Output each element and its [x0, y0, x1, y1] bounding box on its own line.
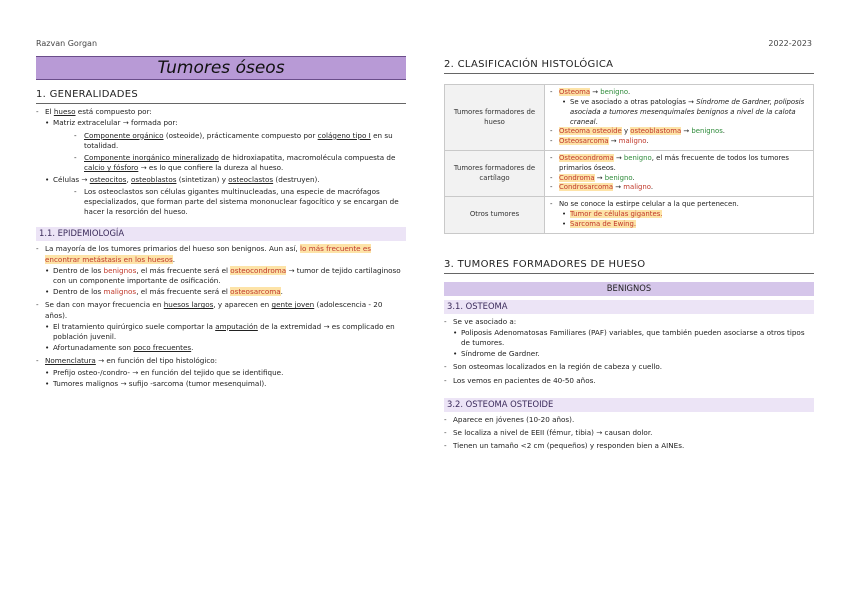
- epidemiologia-list: [36, 244, 406, 389]
- list-item: • Poliposis Adenomatosas Familiares (PAF) variables, que también pueden asociarse a otros tipos de tumores.: [444, 328, 814, 348]
- list-item: • Se ve asociado a otras patologías → Síndrome de Gardner, poliposis asociada a tumores mesenquimales benignos a nivel de la calota craneal.: [550, 98, 808, 127]
- row-label-cartilago: Tumores formadores de cartílago: [445, 150, 545, 196]
- row-label-otros: Otros tumores: [445, 197, 545, 233]
- section-osteoma-heading: 3.1. OSTEOMA: [444, 300, 814, 314]
- section-clasificacion-heading: 2. CLASIFICACIÓN HISTOLÓGICA: [444, 58, 814, 74]
- row-content-cartilago: [545, 150, 814, 196]
- row-label-hueso: Tumores formadores de hueso: [445, 85, 545, 151]
- list-item: - Condrosarcoma → maligno.: [550, 183, 808, 193]
- list-item: - Componente inorgánico mineralizado de hidroxiapatita, macromolécula compuesta de calcio y fósforo → es lo que confiere la dureza al hueso.: [36, 153, 406, 173]
- section-generalidades-heading: 1. GENERALIDADES: [36, 88, 406, 104]
- list-item: • Matriz extracelular → formada por:: [36, 118, 406, 128]
- benignos-banner: BENIGNOS: [444, 282, 814, 296]
- academic-year: 2022-2023: [768, 39, 812, 48]
- list-item: • Células → osteocitos, osteoblastos (sintetizan) y osteoclastos (destruyen).: [36, 175, 406, 185]
- list-item: - Componente orgánico (osteoide), prácticamente compuesto por colágeno tipo I en su totalidad.: [36, 131, 406, 151]
- list-item: - Se localiza a nivel de EEII (fémur, tibia) → causan dolor.: [444, 428, 814, 438]
- list-item: - Osteoma → benigno.: [550, 88, 808, 98]
- section-formadores-hueso-heading: 3. TUMORES FORMADORES DE HUESO: [444, 258, 814, 274]
- list-item: • Prefijo osteo-/condro- → en función del tejido que se identifique.: [36, 368, 406, 378]
- list-item: • Afortunadamente son poco frecuentes.: [36, 343, 406, 353]
- section-epidemiologia-heading: 1.1. EPIDEMIOLOGÍA: [36, 227, 406, 241]
- list-item: • Síndrome de Gardner.: [444, 349, 814, 359]
- list-item: • Dentro de los malignos, el más frecuente será el osteosarcoma.: [36, 287, 406, 297]
- row-content-hueso: [545, 85, 814, 151]
- right-column: [444, 56, 814, 451]
- classification-table: [444, 84, 814, 233]
- row-content-otros: [545, 197, 814, 233]
- section-osteoma-osteoide-heading: 3.2. OSTEOMA OSTEOIDE: [444, 398, 814, 412]
- list-item: - La mayoría de los tumores primarios del hueso son benignos. Aun así, lo más frecuente es encontrar metástasis en los huesos.: [36, 244, 406, 264]
- left-column: [36, 56, 406, 389]
- generalidades-list: [36, 107, 406, 217]
- list-item: - Osteoma osteoide y osteoblastoma → benignos.: [550, 127, 808, 137]
- table-row: [445, 85, 814, 151]
- list-item: • Tumor de células gigantes.: [550, 210, 808, 220]
- list-item: - Nomenclatura → en función del tipo histológico:: [36, 356, 406, 366]
- list-item: - Condroma → benigno.: [550, 174, 808, 184]
- list-item: - Se dan con mayor frecuencia en huesos largos, y aparecen en gente joven (adolescencia - 20 años).: [36, 300, 406, 320]
- list-item: - El hueso está compuesto por:: [36, 107, 406, 117]
- list-item: - Osteosarcoma → maligno.: [550, 137, 808, 147]
- list-item: - Son osteomas localizados en la región de cabeza y cuello.: [444, 362, 814, 372]
- list-item: - No se conoce la estirpe celular a la que pertenecen.: [550, 200, 808, 210]
- document-title-box: [36, 56, 406, 80]
- osteoma-osteoide-list: [444, 415, 814, 452]
- list-item: - Se ve asociado a:: [444, 317, 814, 327]
- table-row: [445, 197, 814, 233]
- list-item: - Aparece en jóvenes (10-20 años).: [444, 415, 814, 425]
- osteoma-list: [444, 317, 814, 386]
- list-item: - Tienen un tamaño <2 cm (pequeños) y responden bien a AINEs.: [444, 441, 814, 451]
- list-item: • Dentro de los benignos, el más frecuente será el osteocondroma → tumor de tejido cartilaginoso con un componente importante de osificación.: [36, 266, 406, 286]
- list-item: • Tumores malignos → sufijo -sarcoma (tumor mesenquimal).: [36, 379, 406, 389]
- table-row: [445, 150, 814, 196]
- document-title: Tumores óseos: [157, 57, 285, 78]
- list-item: • Sarcoma de Ewing.: [550, 220, 808, 230]
- list-item: - Osteocondroma → benigno, el más frecuente de todos los tumores primarios óseos.: [550, 154, 808, 174]
- page-header: [36, 38, 812, 50]
- author-name: Razvan Gorgan: [36, 39, 98, 48]
- list-item: • El tratamiento quirúrgico suele comportar la amputación de la extremidad → es complicado en población juvenil.: [36, 322, 406, 342]
- list-item: - Los osteoclastos son células gigantes multinucleadas, una especie de macrófagos especializados, que forman parte del sistema mononuclear fagocítico y se encargan de hacer la resorción del hueso.: [36, 187, 406, 218]
- list-item: - Los vemos en pacientes de 40-50 años.: [444, 376, 814, 386]
